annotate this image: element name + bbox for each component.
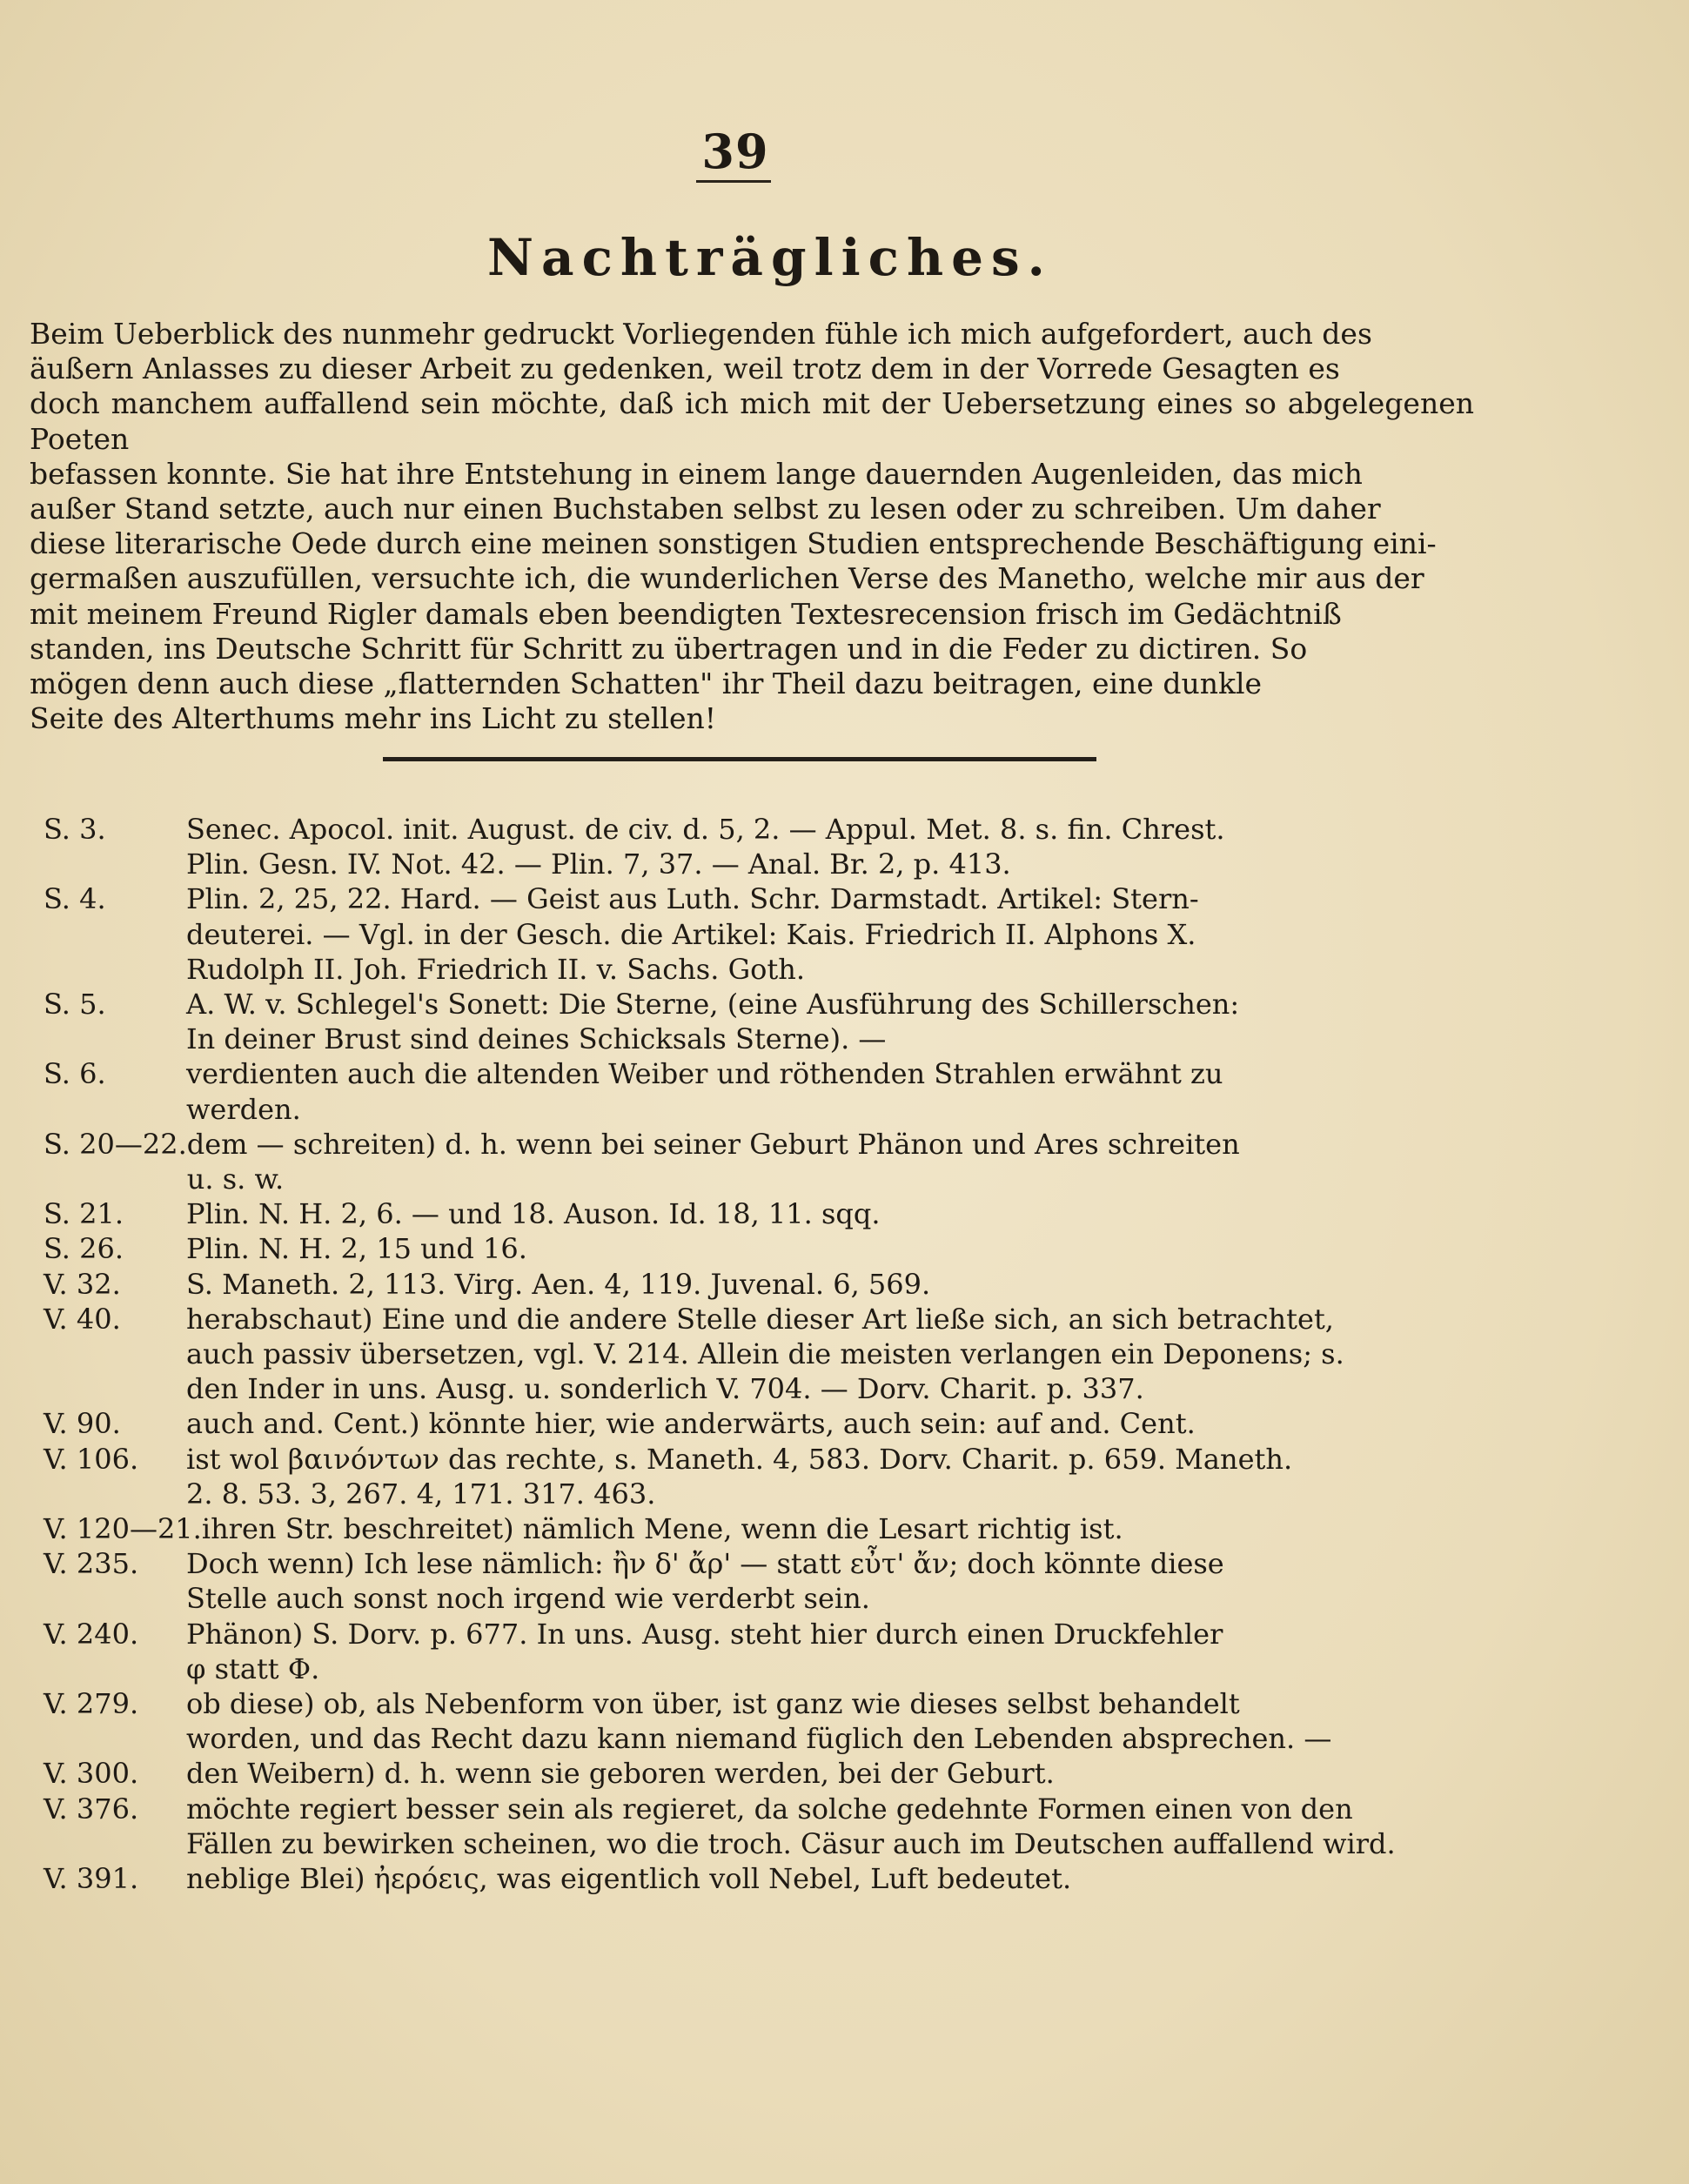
note-line: Plin. N. H. 2, 15 und 16. <box>186 1232 527 1266</box>
note-text <box>186 1302 1488 1407</box>
note-line: Plin. 2, 25, 22. Hard. — Geist aus Luth. Schr. Darmstadt. Artikel: Stern- <box>186 882 1199 916</box>
note-text <box>186 1546 1488 1616</box>
note-line: Rudolph II. Joh. Friedrich II. v. Sachs. Goth. <box>186 952 806 986</box>
note-text <box>186 1442 1488 1511</box>
intro-line: doch manchem auffallend sein möchte, daß ich mich mit der Uebersetzung eines so abgelegenen Poeten <box>30 386 1474 456</box>
note-line: neblige Blei) ἠερόεις, was eigentlich voll Nebel, Luft bedeutet. <box>186 1862 1072 1896</box>
note-text <box>186 1756 1488 1791</box>
note-reference: S. 4. <box>44 882 106 916</box>
note-text <box>186 1056 1488 1126</box>
note-line: ob diese) ob, als Nebenform von über, ist ganz wie dieses selbst behandelt <box>186 1687 1240 1721</box>
note-line: werden. <box>186 1092 301 1126</box>
note-line: A. W. v. Schlegel's Sonett: Die Sterne, (eine Ausführung des Schillerschen: <box>186 988 1240 1022</box>
note-text <box>186 812 1488 881</box>
note-line: Plin. N. H. 2, 6. — und 18. Auson. Id. 18, 11. sqq. <box>186 1197 881 1231</box>
note-line: auch passiv übersetzen, vgl. V. 214. Allein die meisten verlangen ein Deponens; s. <box>186 1337 1344 1371</box>
note-line: verdienten auch die altenden Weiber und röthenden Strahlen erwähnt zu <box>186 1057 1223 1091</box>
note-entry <box>44 1267 1488 1302</box>
note-text <box>186 1406 1488 1441</box>
note-text <box>186 881 1488 987</box>
note-reference: V. 300. <box>44 1757 139 1791</box>
note-line: deuterei. — Vgl. in der Gesch. die Artikel: Kais. Friedrich II. Alphons X. <box>186 917 1196 951</box>
note-line: Phänon) S. Dorv. p. 677. In uns. Ausg. steht hier durch einen Druckfehler <box>186 1617 1223 1651</box>
note-reference: V. 240. <box>44 1617 139 1651</box>
note-entry <box>44 812 1488 881</box>
note-entry <box>44 1756 1488 1791</box>
intro-line: germaßen auszufüllen, versuchte ich, die wunderlichen Verse des Manetho, welche mir aus der <box>30 561 1424 596</box>
note-reference: S. 3. <box>44 813 106 846</box>
note-entry <box>44 881 1488 987</box>
note-line: Plin. Gesn. IV. Not. 42. — Plin. 7, 37. — Anal. Br. 2, p. 413. <box>186 847 1011 881</box>
note-line: worden, und das Recht dazu kann niemand füglich den Lebenden absprechen. — <box>186 1722 1332 1756</box>
note-text <box>186 1861 1488 1896</box>
note-reference: V. 32. <box>44 1267 121 1301</box>
note-reference: V. 391. <box>44 1862 139 1896</box>
note-text <box>186 1196 1488 1231</box>
note-entry <box>44 1196 1488 1231</box>
intro-line: diese literarische Oede durch eine meinen sonstigen Studien entsprechende Beschäftigung eini- <box>30 526 1437 561</box>
note-entry <box>44 1442 1488 1511</box>
note-reference: S. 6. <box>44 1057 106 1091</box>
note-line: ihren Str. beschreitet) nämlich Mene, wenn die Lesart richtig ist. <box>201 1512 1123 1546</box>
note-text <box>186 1267 1488 1302</box>
note-entry <box>44 987 1488 1056</box>
note-reference: V. 40. <box>44 1302 121 1336</box>
note-reference: S. 5. <box>44 988 106 1022</box>
note-entry <box>44 1617 1488 1686</box>
note-line: Fällen zu bewirken scheinen, wo die troch. Cäsur auch im Deutschen auffallend wird. <box>186 1826 1396 1860</box>
note-reference: V. 90. <box>44 1407 121 1441</box>
intro-line: mögen denn auch diese „flatternden Schatten" ihr Theil dazu beitragen, eine dunkle <box>30 667 1263 701</box>
note-reference: S. 20—22. <box>44 1127 187 1161</box>
page-title: Nachträgliches. <box>487 228 1053 287</box>
note-reference: V. 106. <box>44 1442 139 1476</box>
page-number: 39 <box>701 124 769 179</box>
note-text <box>187 1127 1488 1196</box>
note-entry <box>44 1231 1488 1266</box>
intro-line: mit meinem Freund Rigler damals eben beendigten Textesrecension frisch im Gedächtniß <box>30 596 1342 631</box>
note-line: Doch wenn) Ich lese nämlich: ἢν δ' ἄρ' — statt εὖτ' ἄν; doch könnte diese <box>186 1547 1224 1581</box>
note-line: 2. 8. 53. 3, 267. 4, 171. 317. 463. <box>186 1477 656 1511</box>
note-text <box>186 1617 1488 1686</box>
note-line: möchte regiert besser sein als regieret, da solche gedehnte Formen einen von den <box>186 1792 1353 1826</box>
intro-line: standen, ins Deutsche Schritt für Schritt zu übertragen und in die Feder zu dictiren. So <box>30 631 1308 666</box>
note-reference: V. 120—21. <box>44 1512 202 1546</box>
note-entry <box>44 1511 1488 1546</box>
intro-line: Seite des Alterthums mehr ins Licht zu stellen! <box>30 701 717 736</box>
note-entry <box>44 1127 1488 1196</box>
intro-line: Beim Ueberblick des nunmehr gedruckt Vorliegenden fühle ich mich aufgefordert, auch des <box>30 317 1372 351</box>
intro-line: äußern Anlasses zu dieser Arbeit zu gedenken, weil trotz dem in der Vorrede Gesagten es <box>30 352 1340 386</box>
note-entry <box>44 1056 1488 1126</box>
intro-line: befassen konnte. Sie hat ihre Entstehung in einem lange dauernden Augenleiden, das mich <box>30 456 1363 491</box>
note-text <box>202 1511 1488 1546</box>
note-line: u. s. w. <box>186 1162 285 1196</box>
note-reference: S. 26. <box>44 1232 124 1266</box>
note-line: S. Maneth. 2, 113. Virg. Aen. 4, 119. Juvenal. 6, 569. <box>186 1267 931 1301</box>
notes-list <box>44 812 1488 1896</box>
section-divider <box>383 757 1096 761</box>
note-line: auch and. Cent.) könnte hier, wie anderwärts, auch sein: auf and. Cent. <box>186 1407 1196 1441</box>
note-line: φ statt Φ. <box>186 1651 320 1685</box>
note-reference: V. 376. <box>44 1792 139 1826</box>
note-text <box>186 1686 1488 1756</box>
note-text <box>186 1792 1488 1861</box>
note-entry <box>44 1861 1488 1896</box>
page-number-underline <box>696 180 771 183</box>
note-entry <box>44 1302 1488 1407</box>
note-entry <box>44 1546 1488 1616</box>
note-line: dem — schreiten) d. h. wenn bei seiner Geburt Phänon und Ares schreiten <box>186 1127 1240 1161</box>
note-line: ist wol βαινόντων das rechte, s. Maneth. 4, 583. Dorv. Charit. p. 659. Maneth. <box>186 1442 1293 1476</box>
note-entry <box>44 1406 1488 1441</box>
note-line: Stelle auch sonst noch irgend wie verderbt sein. <box>186 1582 870 1616</box>
note-reference: V. 235. <box>44 1547 139 1581</box>
note-entry <box>44 1686 1488 1756</box>
note-line: In deiner Brust sind deines Schicksals Sterne). — <box>186 1022 887 1056</box>
note-line: herabschaut) Eine und die andere Stelle dieser Art ließe sich, an sich betrachtet, <box>186 1302 1334 1336</box>
note-reference: V. 279. <box>44 1687 139 1721</box>
note-line: Senec. Apocol. init. August. de civ. d. 5, 2. — Appul. Met. 8. s. fin. Chrest. <box>186 813 1225 846</box>
intro-line: außer Stand setzte, auch nur einen Buchstaben selbst zu lesen oder zu schreiben. Um daher <box>30 492 1381 526</box>
note-reference: S. 21. <box>44 1197 124 1231</box>
intro-paragraph <box>30 317 1474 736</box>
note-line: den Inder in uns. Ausg. u. sonderlich V. 704. — Dorv. Charit. p. 337. <box>186 1372 1144 1406</box>
note-line: den Weibern) d. h. wenn sie geboren werden, bei der Geburt. <box>186 1757 1055 1791</box>
note-entry <box>44 1792 1488 1861</box>
note-text <box>186 987 1488 1056</box>
note-text <box>186 1231 1488 1266</box>
